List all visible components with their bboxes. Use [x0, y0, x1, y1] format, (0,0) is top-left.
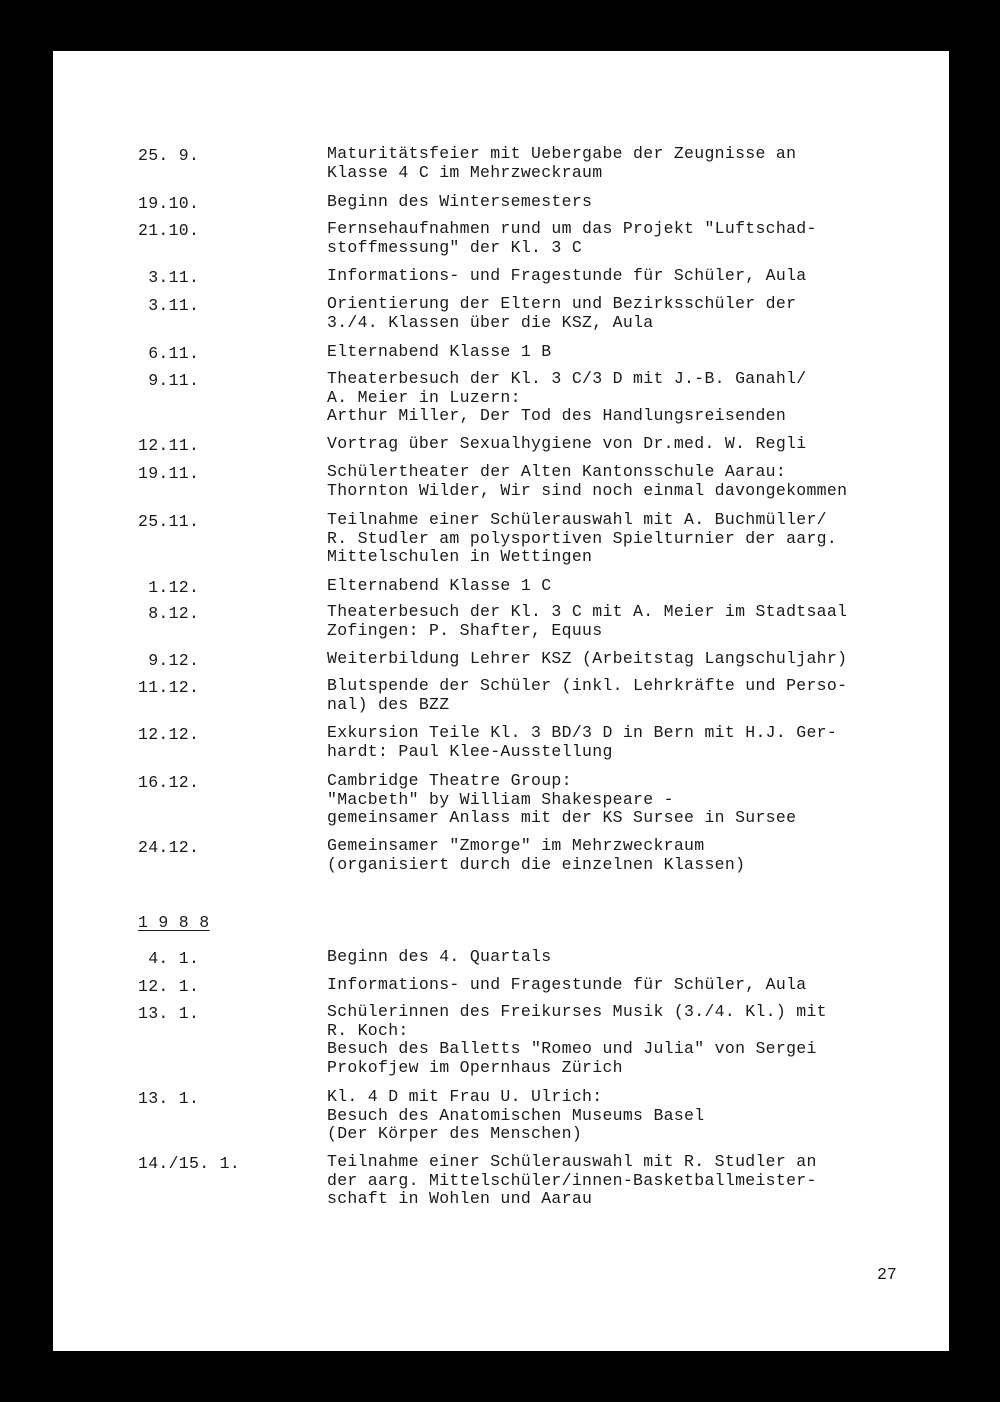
entry-description: [327, 677, 927, 714]
document-page: [53, 51, 949, 1351]
entry-line: (Der Körper des Menschen): [327, 1124, 583, 1143]
entry-description: [327, 577, 927, 596]
entry-line: Elternabend Klasse 1 B: [327, 342, 552, 361]
entry-description: [327, 511, 927, 567]
entry-line: Theaterbesuch der Kl. 3 C mit A. Meier im Stadtsaal: [327, 602, 848, 621]
entry-description: [327, 295, 927, 332]
entry-description: [327, 603, 927, 640]
entry-description: [327, 837, 927, 874]
entry-line: gemeinsamer Anlass mit der KS Sursee in Sursee: [327, 808, 797, 827]
entry-line: Elternabend Klasse 1 C: [327, 576, 552, 595]
entry-line: Gemeinsamer "Zmorge" im Mehrzweckraum: [327, 836, 705, 855]
entry-line: Fernsehaufnahmen rund um das Projekt "Luftschad-: [327, 219, 817, 238]
entry-date: 12.11.: [138, 436, 200, 455]
entry-description: [327, 1153, 927, 1209]
entry-line: 3./4. Klassen über die KSZ, Aula: [327, 312, 654, 332]
entry-description: [327, 193, 927, 212]
entry-date: 11.12.: [138, 678, 200, 697]
entry-line: Vortrag über Sexualhygiene von Dr.med. W. Regli: [327, 434, 807, 453]
entry-date: 12.12.: [138, 725, 200, 744]
entry-line: hardt: Paul Klee-Ausstellung: [327, 741, 613, 761]
entry-date: 16.12.: [138, 773, 200, 792]
entry-description: [327, 650, 927, 669]
entry-description: [327, 772, 927, 828]
entry-description: [327, 435, 927, 454]
entry-line: Kl. 4 D mit Frau U. Ulrich:: [327, 1087, 603, 1106]
entry-date: 9.12.: [138, 651, 200, 670]
entry-description: [327, 1003, 927, 1077]
entry-line: Maturitätsfeier mit Uebergabe der Zeugnisse an: [327, 144, 797, 163]
entry-description: [327, 220, 927, 257]
entry-line: der aarg. Mittelschüler/innen-Basketballmeister-: [327, 1170, 817, 1190]
entry-line: Exkursion Teile Kl. 3 BD/3 D in Bern mit H.J. Ger-: [327, 723, 838, 742]
entry-line: Theaterbesuch der Kl. 3 C/3 D mit J.-B. Ganahl/: [327, 369, 807, 388]
entry-line: Klasse 4 C im Mehrzweckraum: [327, 162, 603, 182]
entry-line: Schülertheater der Alten Kantonsschule Aarau:: [327, 462, 787, 481]
entry-description: [327, 370, 927, 426]
entry-date: 8.12.: [138, 604, 200, 623]
entry-date: 6.11.: [138, 344, 200, 363]
entry-line: nal) des BZZ: [327, 694, 450, 714]
entry-line: Mittelschulen in Wettingen: [327, 547, 593, 566]
entry-line: Schülerinnen des Freikurses Musik (3./4. Kl.) mit: [327, 1002, 827, 1021]
entry-date: 3.11.: [138, 268, 200, 287]
entry-line: (organisiert durch die einzelnen Klassen): [327, 854, 746, 874]
entry-date: 14./15. 1.: [138, 1154, 241, 1173]
entry-date: 3.11.: [138, 296, 200, 315]
entry-line: R. Studler am polysportiven Spielturnier der aarg.: [327, 528, 838, 548]
entry-description: [327, 724, 927, 761]
page-number: 27: [877, 1265, 897, 1284]
entry-date: 21.10.: [138, 221, 200, 240]
entry-line: R. Koch:: [327, 1020, 409, 1040]
entry-line: A. Meier in Luzern:: [327, 387, 521, 407]
entry-description: [327, 1088, 927, 1144]
entry-description: [327, 267, 927, 286]
entry-date: 13. 1.: [138, 1089, 200, 1108]
entry-description: [327, 463, 927, 500]
entry-description: [327, 145, 927, 182]
entry-date: 25.11.: [138, 512, 200, 531]
entry-line: Blutspende der Schüler (inkl. Lehrkräfte und Perso-: [327, 676, 848, 695]
entry-line: Beginn des 4. Quartals: [327, 947, 552, 966]
entry-description: [327, 343, 927, 362]
entry-line: stoffmessung" der Kl. 3 C: [327, 237, 583, 257]
entry-line: Cambridge Theatre Group:: [327, 771, 572, 790]
entry-line: Weiterbildung Lehrer KSZ (Arbeitstag Langschuljahr): [327, 649, 848, 668]
entry-line: Teilnahme einer Schülerauswahl mit A. Buchmüller/: [327, 510, 827, 529]
entry-line: Informations- und Fragestunde für Schüler, Aula: [327, 266, 807, 285]
entry-line: Arthur Miller, Der Tod des Handlungsreisenden: [327, 406, 787, 425]
entry-description: [327, 976, 927, 995]
entry-line: Orientierung der Eltern und Bezirksschüler der: [327, 294, 797, 313]
entry-date: 9.11.: [138, 371, 200, 390]
entry-date: 19.10.: [138, 194, 200, 213]
entry-line: Beginn des Wintersemesters: [327, 192, 593, 211]
entry-date: 24.12.: [138, 838, 200, 857]
entry-line: Besuch des Anatomischen Museums Basel: [327, 1105, 705, 1125]
entry-line: Thornton Wilder, Wir sind noch einmal davongekommen: [327, 480, 848, 500]
entry-date: 25. 9.: [138, 146, 200, 165]
year-heading: 1 9 8 8: [138, 913, 210, 932]
entry-line: "Macbeth" by William Shakespeare -: [327, 789, 674, 809]
entry-date: 12. 1.: [138, 977, 200, 996]
entry-date: 19.11.: [138, 464, 200, 483]
entry-line: Zofingen: P. Shafter, Equus: [327, 620, 603, 640]
entry-line: Besuch des Balletts "Romeo und Julia" von Sergei: [327, 1039, 817, 1058]
entry-line: Prokofjew im Opernhaus Zürich: [327, 1057, 623, 1077]
entry-line: Informations- und Fragestunde für Schüler, Aula: [327, 975, 807, 994]
entry-date: 1.12.: [138, 578, 200, 597]
entry-date: 4. 1.: [138, 949, 200, 968]
entry-line: Teilnahme einer Schülerauswahl mit R. Studler an: [327, 1152, 817, 1171]
entry-line: schaft in Wohlen und Aarau: [327, 1189, 593, 1208]
entry-description: [327, 948, 927, 967]
entry-date: 13. 1.: [138, 1004, 200, 1023]
